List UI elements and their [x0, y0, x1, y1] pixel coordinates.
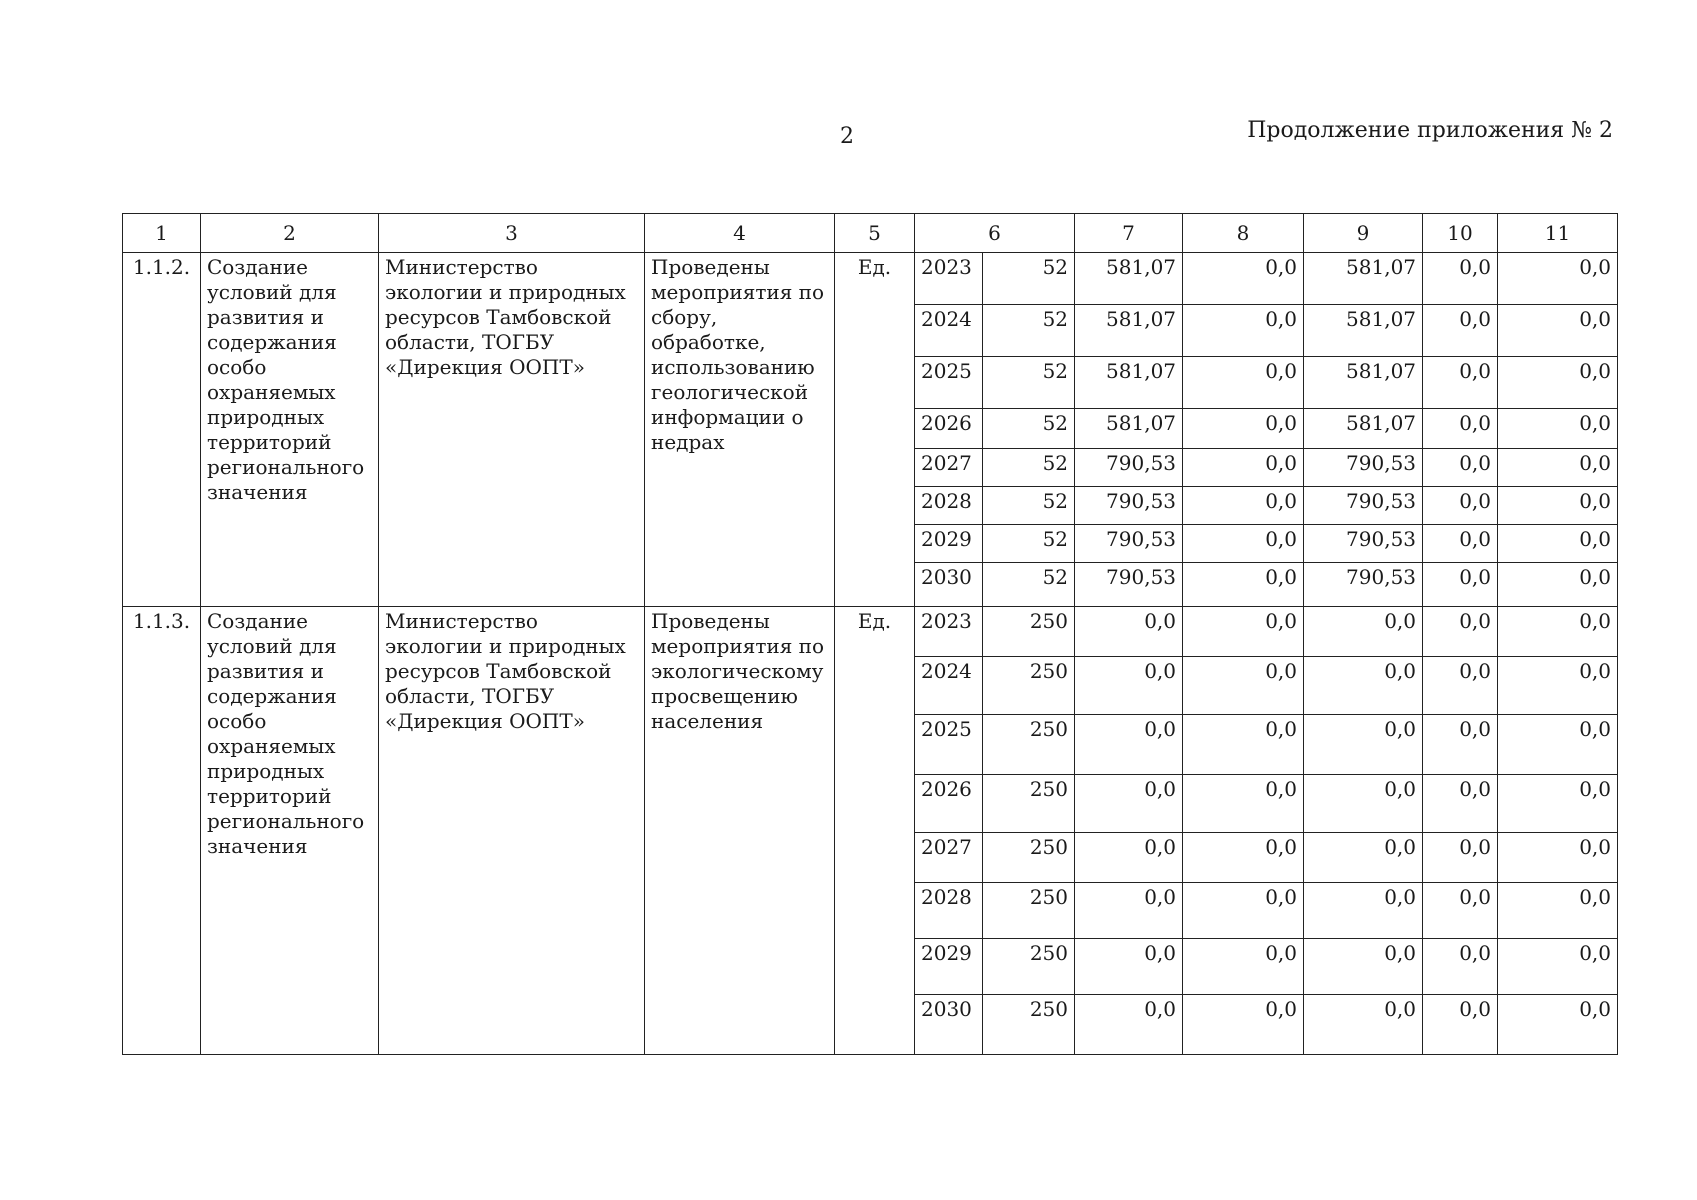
value-cell: 0,0 — [1183, 833, 1304, 883]
value-cell: 0,0 — [1423, 563, 1498, 607]
column-header: 7 — [1075, 214, 1183, 253]
value-cell: 0,0 — [1304, 883, 1423, 939]
value-cell: 250 — [983, 775, 1075, 833]
value-cell: 0,0 — [1075, 775, 1183, 833]
value-cell: 0,0 — [1498, 657, 1618, 715]
value-cell: 581,07 — [1304, 305, 1423, 357]
year-cell: 2023 — [915, 607, 983, 657]
value-cell: 0,0 — [1183, 715, 1304, 775]
value-cell: 0,0 — [1498, 607, 1618, 657]
year-cell: 2024 — [915, 305, 983, 357]
value-cell: 0,0 — [1183, 607, 1304, 657]
value-cell: 250 — [983, 883, 1075, 939]
year-cell: 2030 — [915, 995, 983, 1055]
year-cell: 2025 — [915, 715, 983, 775]
value-cell: 0,0 — [1498, 357, 1618, 409]
value-cell: 250 — [983, 607, 1075, 657]
value-cell: 581,07 — [1075, 357, 1183, 409]
value-cell: 0,0 — [1498, 449, 1618, 487]
value-cell: 250 — [983, 715, 1075, 775]
value-cell: 52 — [983, 487, 1075, 525]
page-number: 2 — [840, 124, 854, 149]
value-cell: 0,0 — [1304, 939, 1423, 995]
item-unit: Ед. — [835, 253, 915, 607]
value-cell: 0,0 — [1183, 525, 1304, 563]
appendix-continuation-note: Продолжение приложения № 2 — [1247, 118, 1613, 143]
year-cell: 2026 — [915, 775, 983, 833]
value-cell: 0,0 — [1498, 833, 1618, 883]
value-cell: 52 — [983, 305, 1075, 357]
value-cell: 0,0 — [1183, 449, 1304, 487]
value-cell: 581,07 — [1304, 253, 1423, 305]
value-cell: 250 — [983, 657, 1075, 715]
column-header: 2 — [201, 214, 379, 253]
value-cell: 790,53 — [1075, 487, 1183, 525]
section-1-1-2 — [123, 253, 1618, 607]
value-cell: 0,0 — [1183, 995, 1304, 1055]
value-cell: 581,07 — [1304, 357, 1423, 409]
value-cell: 52 — [983, 357, 1075, 409]
value-cell: 0,0 — [1423, 487, 1498, 525]
year-cell: 2029 — [915, 939, 983, 995]
value-cell: 581,07 — [1075, 253, 1183, 305]
value-cell: 0,0 — [1075, 883, 1183, 939]
table-row — [123, 253, 1618, 305]
value-cell: 0,0 — [1498, 253, 1618, 305]
value-cell: 0,0 — [1423, 995, 1498, 1055]
value-cell: 790,53 — [1075, 525, 1183, 563]
value-cell: 0,0 — [1423, 775, 1498, 833]
year-cell: 2024 — [915, 657, 983, 715]
column-header: 9 — [1304, 214, 1423, 253]
column-header: 8 — [1183, 214, 1304, 253]
column-header: 1 — [123, 214, 201, 253]
year-cell: 2027 — [915, 449, 983, 487]
item-name: Создание условий для развития и содержания особо охраняемых природных территорий регионального значения — [201, 253, 379, 607]
value-cell: 0,0 — [1423, 525, 1498, 563]
column-header: 3 — [379, 214, 645, 253]
column-header: 4 — [645, 214, 835, 253]
item-unit: Ед. — [835, 607, 915, 1055]
year-cell: 2025 — [915, 357, 983, 409]
year-cell: 2023 — [915, 253, 983, 305]
table-row — [123, 607, 1618, 657]
item-executor: Министерство экологии и природных ресурсов Тамбовской области, ТОГБУ «Дирекция ООПТ» — [379, 253, 645, 607]
year-cell: 2027 — [915, 833, 983, 883]
value-cell: 250 — [983, 833, 1075, 883]
value-cell: 0,0 — [1423, 939, 1498, 995]
value-cell: 0,0 — [1075, 995, 1183, 1055]
value-cell: 581,07 — [1304, 409, 1423, 449]
value-cell: 0,0 — [1498, 715, 1618, 775]
value-cell: 0,0 — [1423, 715, 1498, 775]
value-cell: 0,0 — [1183, 357, 1304, 409]
value-cell: 0,0 — [1075, 715, 1183, 775]
value-cell: 0,0 — [1304, 775, 1423, 833]
value-cell: 0,0 — [1304, 657, 1423, 715]
value-cell: 790,53 — [1075, 449, 1183, 487]
value-cell: 0,0 — [1423, 657, 1498, 715]
value-cell: 0,0 — [1075, 607, 1183, 657]
value-cell: 0,0 — [1183, 657, 1304, 715]
value-cell: 0,0 — [1498, 525, 1618, 563]
value-cell: 0,0 — [1183, 487, 1304, 525]
item-name: Создание условий для развития и содержания особо охраняемых природных территорий регионального значения — [201, 607, 379, 1055]
item-executor: Министерство экологии и природных ресурсов Тамбовской области, ТОГБУ «Дирекция ООПТ» — [379, 607, 645, 1055]
value-cell: 790,53 — [1304, 487, 1423, 525]
value-cell: 0,0 — [1423, 357, 1498, 409]
value-cell: 790,53 — [1304, 449, 1423, 487]
value-cell: 52 — [983, 563, 1075, 607]
value-cell: 52 — [983, 449, 1075, 487]
value-cell: 790,53 — [1304, 563, 1423, 607]
value-cell: 0,0 — [1498, 883, 1618, 939]
value-cell: 0,0 — [1498, 487, 1618, 525]
value-cell: 790,53 — [1075, 563, 1183, 607]
section-1-1-3 — [123, 607, 1618, 1055]
value-cell: 0,0 — [1304, 995, 1423, 1055]
item-indicator: Проведены мероприятия по экологическому просвещению населения — [645, 607, 835, 1055]
value-cell: 0,0 — [1423, 409, 1498, 449]
value-cell: 0,0 — [1423, 607, 1498, 657]
item-indicator: Проведены мероприятия по сбору, обработке, использованию геологической информации о недрах — [645, 253, 835, 607]
value-cell: 0,0 — [1423, 253, 1498, 305]
value-cell: 0,0 — [1304, 715, 1423, 775]
value-cell: 0,0 — [1498, 563, 1618, 607]
item-code: 1.1.2. — [123, 253, 201, 607]
column-header: 5 — [835, 214, 915, 253]
value-cell: 0,0 — [1304, 607, 1423, 657]
value-cell: 0,0 — [1498, 409, 1618, 449]
value-cell: 581,07 — [1075, 409, 1183, 449]
column-header: 6 — [915, 214, 1075, 253]
value-cell: 0,0 — [1423, 883, 1498, 939]
value-cell: 0,0 — [1498, 939, 1618, 995]
value-cell: 0,0 — [1498, 995, 1618, 1055]
value-cell: 0,0 — [1183, 305, 1304, 357]
value-cell: 0,0 — [1183, 939, 1304, 995]
value-cell: 52 — [983, 253, 1075, 305]
value-cell: 0,0 — [1075, 657, 1183, 715]
value-cell: 250 — [983, 995, 1075, 1055]
value-cell: 52 — [983, 409, 1075, 449]
value-cell: 0,0 — [1498, 775, 1618, 833]
column-number-header-row — [123, 214, 1618, 253]
year-cell: 2030 — [915, 563, 983, 607]
year-cell: 2028 — [915, 883, 983, 939]
value-cell: 0,0 — [1423, 305, 1498, 357]
value-cell: 250 — [983, 939, 1075, 995]
value-cell: 0,0 — [1183, 253, 1304, 305]
value-cell: 790,53 — [1304, 525, 1423, 563]
value-cell: 581,07 — [1075, 305, 1183, 357]
value-cell: 0,0 — [1498, 305, 1618, 357]
item-code: 1.1.3. — [123, 607, 201, 1055]
value-cell: 0,0 — [1304, 833, 1423, 883]
column-header: 11 — [1498, 214, 1618, 253]
value-cell: 0,0 — [1423, 833, 1498, 883]
value-cell: 0,0 — [1075, 939, 1183, 995]
value-cell: 0,0 — [1183, 775, 1304, 833]
value-cell: 0,0 — [1183, 883, 1304, 939]
year-cell: 2029 — [915, 525, 983, 563]
year-cell: 2026 — [915, 409, 983, 449]
value-cell: 0,0 — [1183, 563, 1304, 607]
year-cell: 2028 — [915, 487, 983, 525]
value-cell: 52 — [983, 525, 1075, 563]
column-header: 10 — [1423, 214, 1498, 253]
value-cell: 0,0 — [1423, 449, 1498, 487]
value-cell: 0,0 — [1183, 409, 1304, 449]
program-table — [122, 213, 1618, 1055]
value-cell: 0,0 — [1075, 833, 1183, 883]
